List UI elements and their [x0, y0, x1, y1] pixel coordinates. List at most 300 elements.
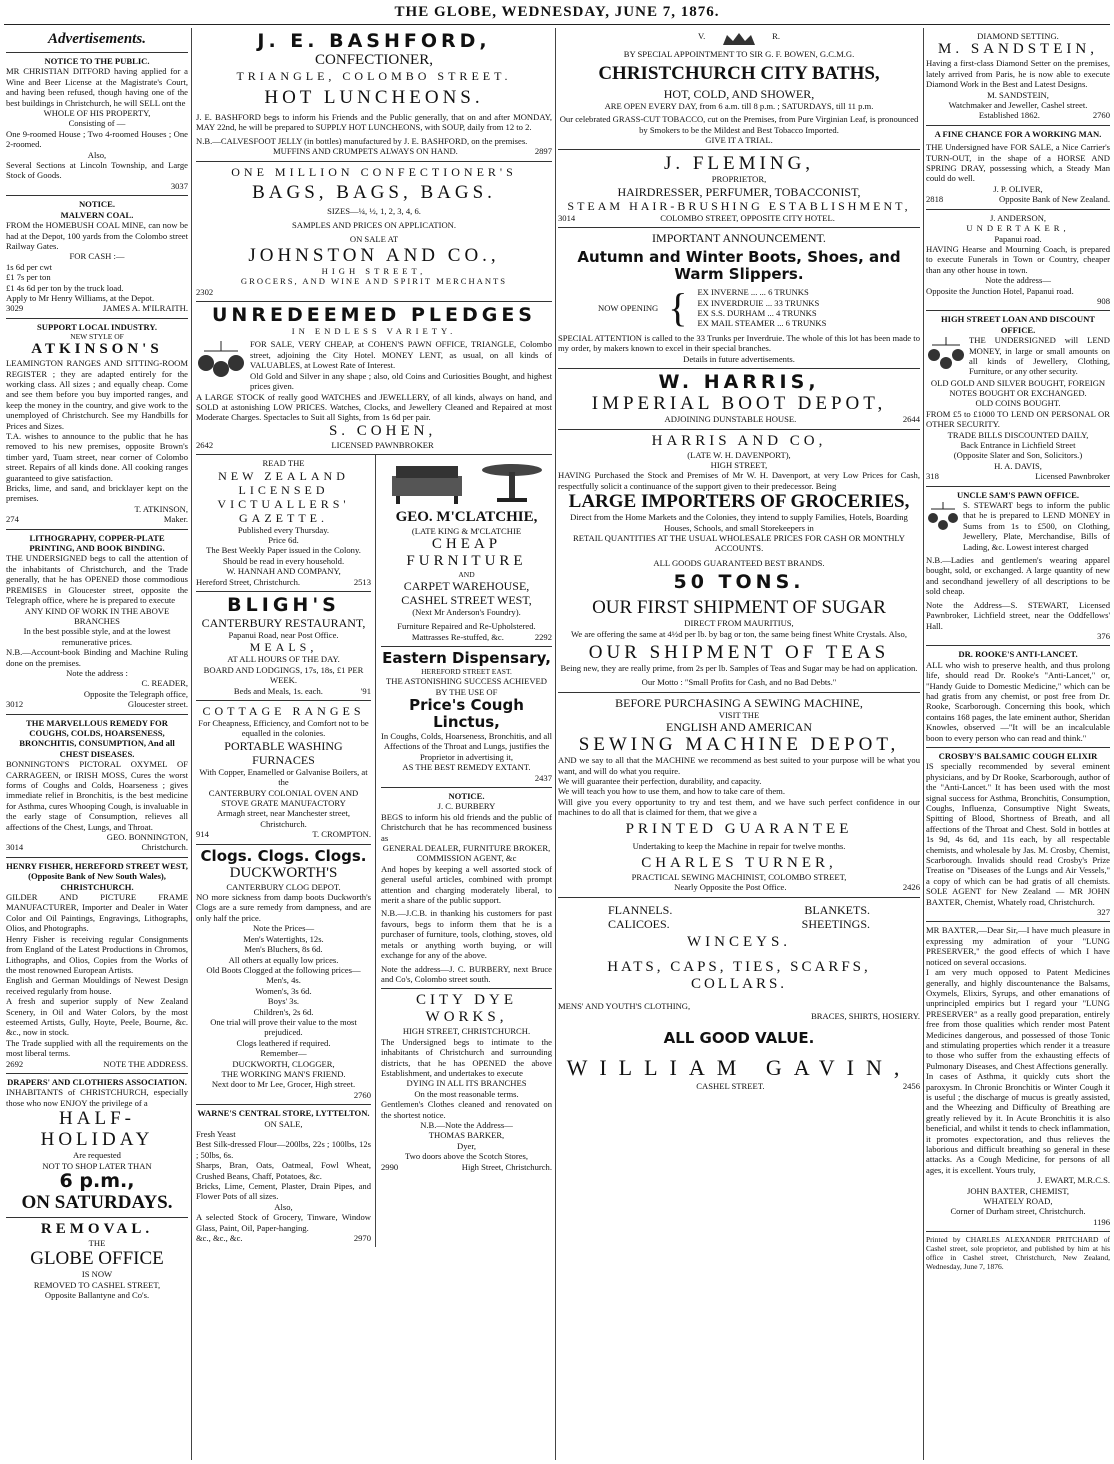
ad-baxter [926, 922, 1110, 1232]
ad-heading: DRAPERS' AND CLOTHIERS ASSOCIATION. [7, 1076, 187, 1087]
ad-title: HARRIS AND CO, [651, 432, 827, 449]
brace-icon: { [668, 285, 688, 331]
ad-title: OUR FIRST SHIPMENT OF SUGAR [592, 597, 886, 619]
ad-body: LEAMINGTON RANGES AND SITTING-ROOM REGISTER ; they are adapted entirely for the working class. All sizes ; and equally cheap. Come and see them before you buy imported ranges, and keep the money in the country, and give work to the unemployed of Christchurch. See my Handbills for Prices and Sizes. [6, 358, 188, 431]
ad-line: Note the Prices— [252, 923, 315, 934]
ad-heading: NOTICE. [448, 791, 485, 801]
ad-line: N.B.—Account-book Binding and Machine Ruling done on the premises. [6, 647, 188, 668]
ad-heading: A FINE CHANCE FOR A WORKING MAN. [934, 128, 1102, 139]
ad-line: NOT TO SHOP LATER THAN [42, 1160, 152, 1171]
ad-title: UNDERTAKER, [966, 223, 1070, 234]
ad-body: THE ASTONISHING SUCCESS ACHIEVED BY THE USE OF [386, 676, 547, 697]
ad-line: Beds and Meals, 1s. each. [233, 685, 323, 696]
ad-drapers [6, 1074, 188, 1218]
ad-line: Note the address— [985, 275, 1051, 286]
ad-title: J. E. BASHFORD, [257, 30, 491, 52]
ad-line: Our Motto : "Small Profits for Cash, and no Bad Debts." [641, 677, 837, 688]
ad-body: N.B.—J.C.B. in thanking his customers for past favours, begs to inform them that he is a purchaser of furniture, tools, clothing, stoves, old metals or anything worth buying, or will exchange for any of the above. [381, 908, 552, 961]
ad-line: Papanui Road, near Post Office. [228, 629, 339, 640]
ad-w-harris [558, 369, 920, 429]
ad-title: J. FLEMING, [663, 153, 815, 175]
ad-line: Note the address : [66, 667, 128, 678]
ad-body: We will guarantee their perfection, durability, and capacity. [558, 776, 762, 786]
ad-lithography [6, 530, 188, 715]
ad-number: 2692 [6, 1058, 24, 1069]
ad-body: A selected Stock of Grocery, Tinware, Window Glass, Paint, Oil, Paper-hanging. [196, 1212, 371, 1233]
ad-line: Nearly Opposite the Post Office. [674, 882, 787, 893]
ad-line: MEALS, [249, 640, 318, 655]
ad-line: STEAM HAIR-BRUSHING ESTABLISHMENT, [567, 198, 911, 213]
ad-body: In Coughs, Colds, Hoarseness, Bronchitis, and all Affections of the Throat and Lungs, justifies the Proprietor in advertising it, [381, 730, 552, 762]
ad-number: 2760 [1092, 110, 1110, 121]
ad-title: CHRISTCHURCH CITY BATHS, [598, 62, 880, 84]
ad-title: S. COHEN, [328, 422, 437, 439]
ad-line: Price 6d. [268, 534, 299, 545]
ad-subtitle: CONFECTIONER, [315, 52, 433, 68]
ad-title: CHARLES TURNER, [641, 855, 837, 872]
ad-body: MR BAXTER,—Dear Sir,—I have much pleasure in expressing my admiration of your "LUNG PRESERVER," the good effects of which I have noticed on several occasions. [926, 925, 1110, 967]
ad-line: High Street, Christchurch. [461, 1161, 552, 1172]
ad-line: Boys' 3s. [267, 996, 300, 1007]
ad-line: R. [772, 31, 780, 41]
ad-line: FROM £5 to £1000 TO LEND ON PERSONAL OR OTHER SECURITY. [926, 408, 1110, 430]
ad-line: Fresh Yeast [196, 1129, 236, 1139]
ad-body: J. E. BASHFORD begs to inform his Friends and the Public generally, that on and after MONDAY, MAY 22nd, he will be prepared to SUPPLY HOT LUNCHEONS, with SOUP, daily from 12 to 2. [196, 112, 552, 133]
ad-number: 2970 [353, 1233, 371, 1244]
ad-line: TRADE BILLS DISCOUNTED DAILY, [947, 429, 1089, 440]
section-title: Advertisements. [48, 31, 146, 47]
ad-duckworth [196, 845, 371, 1106]
ad-line: Men's Watertights, 12s. [243, 933, 324, 944]
ad-line: SAMPLES AND PRICES ON APPLICATION. [291, 220, 457, 231]
ad-title: LARGE IMPORTERS OF GROCERIES, [568, 491, 910, 513]
ad-number: 3014 [558, 212, 576, 223]
ad-line: DIRECT FROM MAURITIUS, [684, 618, 794, 629]
ad-line: GROCERS, AND WINE AND SPIRIT MERCHANTS [240, 276, 508, 287]
ad-line: THE WORKING MAN'S FRIEND. [221, 1068, 346, 1079]
ad-line: Remember— [260, 1048, 307, 1059]
ad-line: CASHEL STREET WEST, [401, 592, 532, 607]
ad-oliver [926, 126, 1110, 210]
ad-title: WINCEYS. [686, 933, 792, 950]
ad-title: BLIGH'S [227, 593, 340, 616]
ad-line: PRACTICAL SEWING MACHINIST, COLOMBO STREET, [631, 872, 847, 883]
ad-subtitle: CANTERBURY RESTAURANT, [201, 615, 366, 630]
ad-line: BLANKETS. [804, 902, 870, 917]
ad-line: CARPET WAREHOUSE, [403, 578, 530, 593]
royal-arms [558, 31, 920, 49]
ad-number: 318 [926, 471, 939, 482]
pawn-balls-icon [926, 335, 966, 377]
ad-line: Men's Bluchers, 8s 6d. [244, 944, 323, 955]
ad-line: Women's, 3s 6d. [255, 985, 312, 996]
ad-mclatchie [381, 455, 552, 647]
column-1 [6, 28, 188, 1458]
ad-line: AND [458, 569, 475, 579]
ad-body: GILDER AND PICTURE FRAME MANUFACTURER, Importer and Dealer in Water Color and Oil Paintings, Engravings, Lithographs, Olios, and Photographs. [6, 892, 188, 934]
ad-number: 908 [1097, 295, 1110, 306]
ad-line: ALL GOODS GUARANTEED BEST BRANDS. [653, 557, 825, 568]
ad-fisher [6, 858, 188, 1074]
ad-line: REMOVED TO CASHEL STREET, [33, 1279, 161, 1290]
pawn-balls-icon [196, 339, 246, 391]
ad-line: NOTE THE ADDRESS. [103, 1058, 188, 1069]
ad-number: 2513 [353, 576, 371, 587]
ad-number: 2302 [196, 286, 214, 297]
ad-line: AT ALL HOURS OF THE DAY. [227, 654, 340, 665]
ad-body: English and German Mouldings of Newest Design received regularly from house. [6, 975, 188, 996]
ad-body: IS specially recommended by several eminent physicians, and by Dr Rooke, Scarborough, author of the "Anti-Lancet." It has been used with the most signal success for Asthma, Bronchitis, Consumption, Coughs, Influenza, Consumptive Night Sweats, Spitting of Blood, Shortness of Breath, and all affections of the Throat and Chest. Sold in bottles at 1s 9d, 4s 6d, and 11s each, by all respectable chemists, and wholesale by Jas. M. Crosby, Chemist, Scarborough. Invalids should read Crosby's Prize Treatise on "Diseases of the Lungs and Air Vessels," a copy of which can be had gratis of all chemists. SOLE AGENT for New Zealand — MR JOHN BAXTER, Chemist, Whately road, Christchurch. [926, 761, 1110, 907]
ad-number: 2990 [381, 1161, 399, 1172]
ad-line: All others at equally low prices. [228, 954, 339, 965]
ad-number: 327 [1097, 907, 1110, 918]
ad-heading: CROSBY'S BALSAMIC COUGH ELIXIR [938, 750, 1098, 761]
ad-heading: NOTICE TO THE PUBLIC. [44, 56, 150, 66]
ad-line: Several Sections at Lincoln Township, and Large Stock of Goods. [6, 160, 188, 181]
ad-heading: THE MARVELLOUS REMEDY FOR COUGHS, COLDS, HOARSENESS, BRONCHITIS, CONSUMPTION, And all CHEST DISEASES. [19, 717, 175, 759]
ad-line: One trial will prove their value to the most prejudiced. [210, 1016, 357, 1038]
ad-line: HAIRDRESSER, PERFUMER, TOBACCONIST, [617, 184, 861, 199]
ad-signature: J. EWART, M.R.C.S. [1037, 1175, 1110, 1186]
ad-line: 1s 6d per cwt [6, 261, 53, 272]
ad-body: Having a first-class Diamond Setter on the premises, lately arrived from Paris, he is now able to execute Diamond Work in the Best and Latest Designs. [926, 58, 1110, 90]
ad-body: And hopes by keeping a well assorted stock of general useful articles, combined with prompt attention and charging moderately liberal, to merit a share of the public support. [381, 863, 552, 906]
ad-line: (LATE KING & M'CLATCHIE [411, 525, 522, 536]
ad-line: COLOMBO STREET, OPPOSITE CITY HOTEL. [660, 212, 835, 223]
pawn-balls-icon [926, 500, 960, 552]
ad-signature: GEO. BONNINGTON, [106, 832, 188, 843]
ad-harris-and-co [558, 430, 920, 693]
ad-body: Best Silk-dressed Flour—200lbs, 22s ; 100lbs, 12s ; 50lbs, 6s. [196, 1139, 371, 1160]
ad-body: Bricks, Lime, Cement, Plaster, Drain Pipes, and Flower Pots of all sizes. [196, 1181, 371, 1202]
ad-line: WHOLE OF HIS PROPERTY, [43, 108, 151, 119]
column-2 [196, 28, 552, 1458]
ad-line: HIGH STREET, [321, 265, 427, 276]
ad-line: With Copper, Enamelled or Galvanise Boilers, at the [199, 766, 368, 788]
ad-bligh [196, 592, 371, 701]
ad-line: Undertaking to keep the Machine in repair for twelve months. [632, 840, 846, 851]
ad-line: NEW STYLE OF [70, 332, 124, 342]
ad-line: BRACES, SHIRTS, HOSIERY. [811, 1011, 920, 1022]
ad-line: Established 1862. [978, 110, 1040, 121]
ad-line: In the best possible style, and at the lowest remunerative prices. [23, 626, 171, 647]
ad-heading: IMPORTANT ANNOUNCEMENT. [652, 231, 826, 246]
ad-body: Direct from the Home Markets and the Colonies, they intend to supply Families, Hotels, Boarding Houses, Schools, and small Storekeepers in [570, 512, 908, 533]
ad-line: JOHN BAXTER, CHEMIST, [966, 1185, 1069, 1196]
ad-line: Men's, 4s. [266, 975, 301, 986]
ad-line: HIGH STREET, [710, 459, 768, 470]
ad-number: 2426 [902, 882, 920, 893]
ad-line: £1 4s 6d per ton by the truck load. [6, 282, 124, 293]
ad-anderson [926, 210, 1110, 312]
ad-line: Maker. [163, 514, 188, 525]
ad-body: We are offering the same at 4½d per lb. by bag or ton, the same being finest White Crystals. Also, [571, 628, 907, 639]
ad-line: Are requested [73, 1150, 121, 1161]
ad-number: 376 [1097, 630, 1110, 641]
ad-heading: MALVERN COAL. [60, 209, 134, 220]
ad-line: Old Boots Clogged at the following prices— [206, 964, 361, 975]
ad-line: FLANNELS. [608, 902, 673, 917]
ad-sandstein [926, 28, 1110, 126]
ad-line: (Opposite Slater and Son, Solicitors.) [953, 450, 1083, 461]
ad-title: BAGS, BAGS, BAGS. [252, 181, 496, 203]
ad-bashford [196, 28, 552, 162]
ad-number: 2642 [196, 439, 214, 450]
ad-line: Gloucester street. [127, 699, 188, 710]
ad-signature: DUCKWORTH, CLOGGER, [232, 1058, 335, 1069]
ad-title: IMPERIAL BOOT DEPOT, [591, 393, 887, 415]
ad-city-baths [558, 28, 920, 150]
ad-number: 1196 [1093, 1216, 1110, 1227]
ad-body: Sharps, Bran, Oats, Oatmeal, Fowl Wheat, Crushed Beans, Chaff, Potatoes, &c. [196, 1160, 371, 1181]
ad-bags [196, 162, 552, 302]
ad-signature: THOMAS BARKER, [428, 1130, 505, 1141]
ad-number: 2292 [534, 631, 552, 642]
column-3 [558, 28, 920, 1458]
ad-number: 274 [6, 514, 19, 525]
ad-body: We will teach you how to use them, and how to take care of them. [558, 786, 785, 797]
ad-line: BOARD AND LODGINGS, 17s, 18s, £1 PER WEEK. [203, 664, 364, 686]
ad-line: OLD COINS BOUGHT. [975, 398, 1061, 409]
ad-body: Gentlemen's Clothes cleaned and renovated on the shortest notice. [381, 1099, 552, 1120]
column-divider [191, 28, 192, 1460]
ad-line: CASHEL STREET. [696, 1080, 765, 1091]
ad-line: VISIT THE [718, 709, 760, 720]
ad-subtitle: HOT, COLD, AND SHOWER, [663, 86, 815, 101]
ad-line: TRIANGLE, COLOMBO STREET. [236, 69, 512, 83]
ad-line: (Next Mr Anderson's Foundry). [412, 606, 521, 617]
ad-cottage-ranges [196, 701, 371, 845]
ad-number: 3029 [6, 303, 24, 314]
imprint [926, 1232, 1110, 1275]
ad-line: SIZES—¼, ½, 1, 2, 3, 4, 6. [327, 205, 421, 216]
ad-body: SPECIAL ATTENTION is called to the 33 Trunks per Inverdruie. The whole of this lot has been made to my order, by makers known to excel in their special branches. [558, 332, 920, 354]
ad-line: Mattrasses Re-stuffed, &c. [411, 631, 504, 642]
ad-eastern-dispensary [381, 647, 552, 788]
ad-line: READ THE [262, 458, 305, 469]
ad-line: MENS' AND YOUTH'S CLOTHING, [558, 1000, 691, 1011]
ad-signature: JAMES A. M'ILRAITH. [102, 303, 188, 314]
ad-line: On the most reasonable terms. [414, 1088, 519, 1099]
ad-line: Children's, 2s 6d. [253, 1006, 314, 1017]
ad-line: IN ENDLESS VARIETY. [291, 326, 457, 337]
ad-heading: HIGH STREET LOAN AND DISCOUNT OFFICE. [940, 314, 1096, 335]
ad-title: JOHNSTON AND CO., [248, 244, 500, 266]
ad-cohen [196, 302, 552, 455]
ad-line: One 9-roomed House ; Two 4-roomed Houses ; One 2-roomed. [6, 128, 188, 150]
ad-body: THE UNDERSIGNED will LEND MONEY, in large or small amounts on all kinds of Jewellery, Clothing, Furniture, or any other security. [969, 335, 1110, 377]
ad-body: ALL who wish to preserve health, and thus prolong life, should read Dr. Rooke's "Anti-Lancet," or, "Handy Guide to Domestic Medicine," which can be had gratis from any chemist, or post free from Dr. Rooke, Scarborough. Concerning this book, which contains 168 pages, the late eminent author, Sheridan Knowles, observed —"It will be an incalculable boon to every person who can read and think." [926, 659, 1110, 743]
ad-body: FOR SALE, VERY CHEAP, at COHEN'S PAWN OFFICE, TRIANGLE, Colombo street, adjoining the City Hotel. MONEY LENT, as usual, on all kinds of VALUABLES, at Lowest Rate of Interest. [250, 339, 552, 371]
ad-heading: UNCLE SAM'S PAWN OFFICE. [956, 489, 1080, 500]
ad-line: Armagh street, near Manchester street, Christchurch. [216, 808, 351, 829]
ad-line: EX INVERDRUIE ... 33 TRUNKS [697, 297, 820, 308]
ad-title: COTTAGE RANGES [202, 704, 365, 718]
ad-burbery [381, 788, 552, 989]
ad-body: Old Gold and Silver in any shape ; also, old Coins and Curiosities Bought, and highest prices given. [250, 370, 552, 392]
ad-heading: DIAMOND SETTING. [977, 31, 1059, 41]
ad-title: Clogs. Clogs. Clogs. [200, 846, 367, 865]
ad-title: W. HARRIS, [658, 371, 820, 394]
ad-title: SEWING MACHINE DEPOT, [578, 734, 900, 756]
column-4 [926, 28, 1110, 1458]
column-divider [923, 28, 924, 1460]
ad-line: EX MAIL STEAMER ... 6 TRUNKS [697, 318, 827, 329]
ad-line: CANTERBURY CLOG DEPOT. [226, 881, 341, 892]
ad-body: For Cheapness, Efficiency, and Comfort not to be equalled in the colonies. [198, 718, 369, 739]
ad-line: Opposite the Telegraph office, [83, 688, 188, 699]
ad-line: NOW OPENING [598, 302, 659, 313]
ad-important-announcement [558, 228, 920, 369]
ad-william-gavin [558, 898, 920, 1095]
ad-body: Note the Address—S. STEWART, Licensed Pawnbroker, Lichfield street, near the Oddfellows' Hall. [926, 599, 1110, 631]
ad-malvern-coal [6, 196, 188, 318]
ad-body: N.B.—Ladies and gentlemen's wearing apparel bought, sold, or exchanged. A large quantity of new and secondhand jewellery of all descriptions to be sold cheap. [926, 555, 1110, 597]
ad-line: V. [698, 31, 706, 41]
ad-body: AND we say to all that the MACHINE we recommend as best suited to your purpose will be what you want, and will do what you require. [558, 755, 920, 776]
ad-line: AS THE BEST REMEDY EXTANT. [402, 762, 531, 773]
ad-line: Back Entrance in Lichfield Street [960, 440, 1076, 450]
ad-title: Price's Cough Linctus, [409, 695, 524, 731]
column-divider [555, 28, 556, 1460]
ad-line: OLD GOLD AND SILVER BOUGHT, FOREIGN NOTES BOUGHT OR EXCHANGED. [930, 377, 1106, 398]
ad-title: GEO. M'CLATCHIE, [395, 508, 538, 525]
ad-title: WILLIAM GAVIN, [566, 1054, 912, 1080]
ad-line: IS NOW [81, 1269, 113, 1280]
ad-heading: SUPPORT LOCAL INDUSTRY. [37, 321, 157, 332]
ad-line: Next door to Mr Lee, Grocer, High street. [211, 1079, 356, 1090]
ad-number: 2437 [534, 772, 552, 783]
ad-number: 2760 [353, 1089, 371, 1100]
ad-line: Hereford Street, Christchurch. [196, 576, 301, 587]
ad-line: EX S.S. DURHAM ... 4 TRUNKS [697, 308, 817, 319]
ad-title: GLOBE OFFICE [30, 1248, 164, 1270]
ad-line: PROPRIETOR, [711, 174, 767, 185]
ad-section-title [6, 28, 188, 53]
ad-body: N.B.—CALVESFOOT JELLY (in bottles) manufactured by J. E. BASHFORD, on the premises. [196, 135, 528, 146]
ad-body: T.A. wishes to announce to the public that he has removed to his new premises, opposite Brown's timber yard, Tuam street, near corner of Colombo street. Repairs of all kinds done. All cooking ranges guaranteed to give satisfaction. [6, 431, 188, 483]
ad-body: Note the address—J. C. BURBERY, next Bruce and Co's, Colombo street south. [381, 963, 552, 984]
ad-number: 2818 [926, 194, 944, 205]
ad-number: 3037 [170, 180, 188, 191]
ad-line: ADJOINING DUNSTABLE HOUSE. [664, 414, 797, 425]
ad-line: W. HANNAH AND COMPANY, [226, 566, 341, 577]
ad-uncle-sams [926, 487, 1110, 647]
ad-heading: NOTICE. [78, 199, 116, 210]
ad-line: HIGH STREET, CHRISTCHURCH. [402, 1026, 531, 1037]
ad-body: The Trade supplied with all the requirements on the most liberal terms. [6, 1037, 188, 1059]
ad-number: 3014 [6, 842, 24, 853]
ad-line: &c., &c., &c. [196, 1233, 243, 1244]
ad-title: ALL GOOD VALUE. [663, 1028, 815, 1047]
ad-signature: J. P. OLIVER, [993, 183, 1043, 194]
ad-line: HEREFORD STREET EAST. [421, 667, 512, 677]
ad-title: PRINTED GUARANTEE [625, 820, 853, 837]
ad-heading: J. ANDERSON, [989, 212, 1047, 223]
ad-line: SHEETINGS. [801, 916, 870, 931]
ad-warne [196, 1105, 371, 1247]
ad-line: Licensed Pawnbroker [1035, 471, 1110, 482]
ad-heading: BEFORE PURCHASING A SEWING MACHINE, [615, 695, 863, 710]
ad-title: DUCKWORTH'S [229, 864, 338, 881]
ad-line: Opposite Bank of New Zealand. [999, 194, 1110, 205]
ad-crosby [926, 748, 1110, 923]
ad-title: OUR SHIPMENT OF TEAS [588, 641, 890, 663]
ad-line: RETAIL QUANTITIES AT THE USUAL WHOLESALE PRICES FOR CASH OR MONTHLY ACCOUNTS. [572, 532, 906, 554]
ad-body: HAVING Hearse and Mourning Coach, is prepared to execute Funerals in Town or Country, cheaper than any other house in town. [926, 243, 1110, 275]
ad-line: ON SALE AT [349, 234, 399, 245]
ad-line: FOR CASH :— [69, 251, 125, 262]
ad-city-dye-works [381, 989, 552, 1176]
ad-heading: WARNE'S CENTRAL STORE, LYTTELTON. [197, 1108, 370, 1119]
ad-title: HALF-HOLIDAY [40, 1108, 154, 1151]
ad-body: Bricks, lime, and sand, and bricklayer kept on the premises. [6, 483, 188, 504]
ad-body: The Undersigned begs to intimate to the inhabitants of Christchurch and surrounding districts, that he has OPENED the above Establishment, and undertakes to execute [381, 1036, 552, 1078]
ad-body: HAVING Purchased the Stock and Premises of Mr W. H. Davenport, at very Low Prices for Cash, respectfully solicit a continuance of the support given to their predecessor. Being [558, 470, 920, 491]
ad-line: Opposite the Junction Hotel, Papanui road. [926, 285, 1074, 296]
ad-body: BONNINGTON'S PICTORAL OXYMEL OF CARRAGEEN, or IRISH MOSS, Cures the worst forms of Coughs and Colds, Hoarseness ; gives immediate relief in Bronchitis, is the best medicine for Asthma, cures Whooping Cough, is invaluable in the early stage of Consumption, relieves all affections of the Chest, Lungs, and Throat. [6, 759, 188, 832]
ad-line: Christchurch. [141, 842, 188, 853]
ad-atkinson [6, 319, 188, 530]
masthead-rule [4, 24, 1110, 25]
ad-title: CITY DYE WORKS, [415, 992, 518, 1026]
ad-heading: LITHOGRAPHY, COPPER-PLATE PRINTING, AND BOOK BINDING. [29, 532, 165, 554]
ad-body: Henry Fisher is receiving regular Consignments from England of the Latest Productions in Chromos, Lithographs, and Olios, Copies from the Works of the most renowned European Artists. [6, 933, 188, 975]
ad-line: ANY KIND OF WORK IN THE ABOVE BRANCHES [24, 605, 170, 626]
ad-title: NEW ZEALAND LICENSED VICTUALLERS' GAZETTE. [217, 468, 350, 525]
ad-title: Eastern Dispensary, [382, 649, 551, 668]
ad-title: UNREDEEMED PLEDGES [212, 304, 536, 327]
ad-nz-gazette [196, 455, 371, 592]
column-2-right [376, 455, 552, 1247]
ad-title: 50 TONS. [673, 571, 805, 594]
ad-body: A LARGE STOCK of really good WATCHES and JEWELLERY, of all kinds, always on hand, and SOLD at astonishing LOW PRICES. Watches, Clocks, and Jewellery Cleaned and Repaired at most Moderate Charges. Spectacles to Suit all Sights, from 1s 6d per pair. [196, 391, 552, 423]
ad-body: Our celebrated GRASS-CUT TOBACCO, cut on the Premises, from Pure Virginian Leaf, is pronounced by Smokers to be the Mildest and Best Tobacco Imported. [559, 114, 919, 135]
ad-number: 3012 [6, 699, 24, 710]
ad-body: NO more sickness from damp boots Duckworth's Clogs are a sure remedy from dampness, and are only half the price. [196, 892, 371, 923]
ad-number: 914 [196, 829, 209, 840]
ad-title: ENGLISH AND AMERICAN [665, 720, 812, 735]
ad-line: LICENSED PAWNBROKER [331, 439, 434, 450]
imprint-text: Printed by CHARLES ALEXANDER PRITCHARD of Cashel street, sole proprietor, and published by him at his office in Cashel street, Christchurch, New Zealand, Wednesday, June 7, 1876. [926, 1235, 1110, 1272]
ad-line: Published every Thursday. [237, 524, 330, 535]
ad-line: GIVE IT A TRIAL. [705, 135, 773, 146]
ad-line: Watchmaker and Jeweller, Cashel street. [948, 100, 1088, 111]
ad-signature: T. ATKINSON, [134, 503, 188, 514]
ad-heading: HENRY FISHER, HEREFORD STREET WEST, (Opposite Bank of New South Wales), CHRISTCHURCH. [6, 860, 188, 892]
ad-line: Apply to Mr Henry Williams, at the Depot. [6, 292, 155, 303]
ad-line: Dyer, [457, 1140, 476, 1151]
ad-title: CHEAP FURNITURE [406, 535, 527, 569]
ad-line: WHATELY ROAD, [983, 1196, 1053, 1207]
column-2-left [196, 455, 376, 1247]
ad-line: J. C. BURBERY [437, 801, 496, 812]
ad-title: REMOVAL. [40, 1221, 154, 1237]
ad-title: HATS, CAPS, TIES, SCARFS, COLLARS. [607, 958, 871, 992]
ad-line: N.B.—Note the Address— [420, 1119, 513, 1130]
ad-number: 2897 [534, 146, 552, 157]
ad-line: ON SALE, [264, 1118, 303, 1129]
ad-body: INHABITANTS of CHRISTCHURCH, especially those who now ENJOY the privilege of a [6, 1087, 188, 1108]
ad-signature: H. A. DAVIS, [994, 460, 1042, 471]
ad-bonnington [6, 715, 188, 858]
ad-body: In cases of Asthma, it quickly cuts short the paroxysm. In Chronic Bronchitis or Winter Cough it is useful ; the discharge of mucus is greatly assisted, and the Wheezing and Difficulty of Breathing are greatly relieved by it. In Acute Bronchitis it is also beneficial, and whilst it tends to check inflammation, it promotes expectoration, and thus relieves the laborious and difficult breathing so general in these attacks. As a Cough Medicine, for persons of all ages, it is excellent. Yours truly, [926, 1071, 1110, 1175]
ad-line: DYING IN ALL ITS BRANCHES [406, 1078, 527, 1089]
ad-line: Corner of Durham street, Christchurch. [950, 1206, 1086, 1217]
ad-line: Papanui road. [994, 233, 1042, 244]
ad-signature: M. SANDSTEIN, [987, 89, 1049, 100]
ad-line: £1 7s per ton [6, 272, 51, 283]
